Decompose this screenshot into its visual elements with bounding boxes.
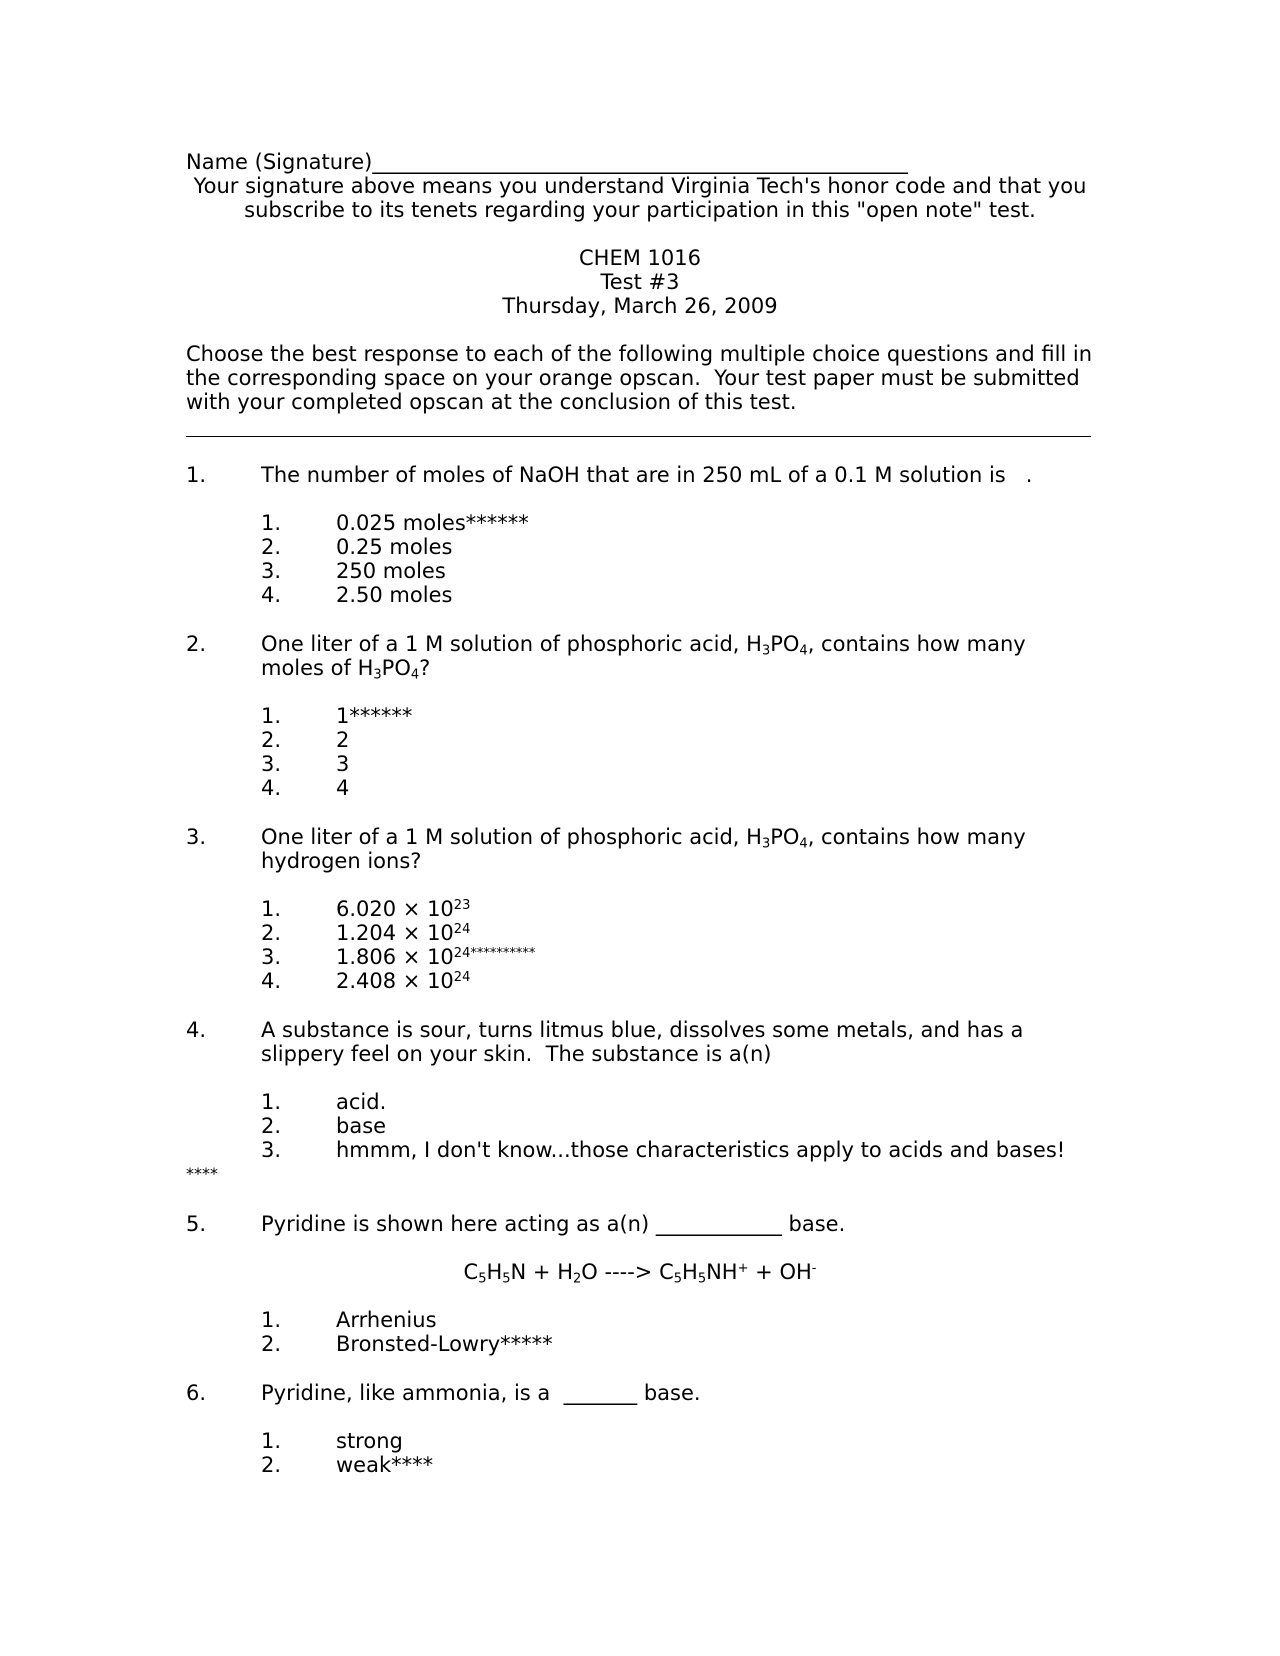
question-text: moles of $H_3PO_4$? (261, 656, 431, 683)
option-text: Bronsted-Lowry***** (336, 1332, 553, 1356)
question-text: slippery feel on your skin. The substance is a(n) (261, 1042, 772, 1066)
option-number: 4. (261, 583, 282, 607)
option-text: $1.806 \times 10^{24**********}$ (336, 945, 536, 969)
option-number: 2. (261, 921, 282, 945)
question-text: Pyridine, like ammonia, is a _______ base. (261, 1381, 701, 1405)
option-text: 3 (336, 752, 350, 776)
question-text: hydrogen ions? (261, 849, 422, 873)
option-number: 1. (261, 897, 282, 921)
option-number: 3. (261, 752, 282, 776)
option-number: 1. (261, 1308, 282, 1332)
name-label: Name (Signature) (186, 150, 373, 174)
option-text: 1****** (336, 704, 413, 728)
question-text: One liter of a 1 M solution of phosphoric acid, $H_3PO_4$, contains how many (261, 632, 1026, 659)
question-number: 6. (186, 1381, 207, 1405)
test-date: Thursday, March 26, 2009 (502, 294, 778, 318)
option-text: $6.020 \times 10^{23}$ (336, 897, 471, 921)
option-text: 250 moles (336, 559, 446, 583)
option-text: 0.25 moles (336, 535, 453, 559)
option-number: 3. (261, 559, 282, 583)
divider (186, 436, 1091, 437)
question-number: 3. (186, 825, 207, 849)
option-number: 2. (261, 1332, 282, 1356)
option-text: base (336, 1114, 387, 1138)
option-text: acid. (336, 1090, 387, 1114)
option-number: 3. (261, 1138, 282, 1162)
question-text: One liter of a 1 M solution of phosphoric acid, $H_3PO_4$, contains how many (261, 825, 1026, 852)
question-number: 4. (186, 1018, 207, 1042)
option-number: 3. (261, 945, 282, 969)
question-text: Pyridine is shown here acting as a(n) ____________ base. (261, 1212, 846, 1236)
option-text: 2.50 moles (336, 583, 453, 607)
option-number: 1. (261, 511, 282, 535)
option-number: 4. (261, 776, 282, 800)
question-number: 5. (186, 1212, 207, 1236)
option-number: 2. (261, 535, 282, 559)
option-number: 1. (261, 1090, 282, 1114)
option-text: $2.408 \times 10^{24}$ (336, 969, 471, 993)
option-number: 2. (261, 1114, 282, 1138)
option-number: 4. (261, 969, 282, 993)
instructions-line-2: the corresponding space on your orange opscan. Your test paper must be submitted (186, 366, 1080, 390)
option-number: 1. (261, 704, 282, 728)
answer-marker: **** (186, 1164, 218, 1183)
question-number: 2. (186, 632, 207, 656)
course-title: CHEM 1016 (579, 246, 701, 270)
instructions-line-1: Choose the best response to each of the following multiple choice questions and fill in (186, 342, 1093, 366)
option-text: hmmm, I don't know...those characteristics apply to acids and bases! (336, 1138, 1066, 1162)
option-text: strong (336, 1429, 403, 1453)
option-number: 2. (261, 728, 282, 752)
honor-code-line-2: subscribe to its tenets regarding your participation in this "open note" test. (244, 198, 1036, 222)
instructions-line-3: with your completed opscan at the conclusion of this test. (186, 390, 797, 414)
question-text: The number of moles of NaOH that are in 250 mL of a 0.1 M solution is . (261, 463, 1033, 487)
option-number: 1. (261, 1429, 282, 1453)
honor-code-line-1: Your signature above means you understand Virginia Tech's honor code and that you (193, 174, 1087, 198)
signature-line (186, 150, 908, 174)
question-number: 1. (186, 463, 207, 487)
option-text: 4 (336, 776, 350, 800)
option-text: 2 (336, 728, 350, 752)
option-text: weak**** (336, 1453, 434, 1477)
signature-blank: ___________________________________________________ (372, 150, 908, 174)
reaction-equation: $C_5H_5N + H_2O$ ----> $C_5H_5NH^+ + OH^-$ (463, 1260, 817, 1287)
question-text: A substance is sour, turns litmus blue, dissolves some metals, and has a (261, 1018, 1024, 1042)
option-text: $1.204 \times 10^{24}$ (336, 921, 471, 945)
option-text: Arrhenius (336, 1308, 437, 1332)
test-number: Test #3 (600, 270, 680, 294)
option-number: 2. (261, 1453, 282, 1477)
option-text: 0.025 moles****** (336, 511, 529, 535)
